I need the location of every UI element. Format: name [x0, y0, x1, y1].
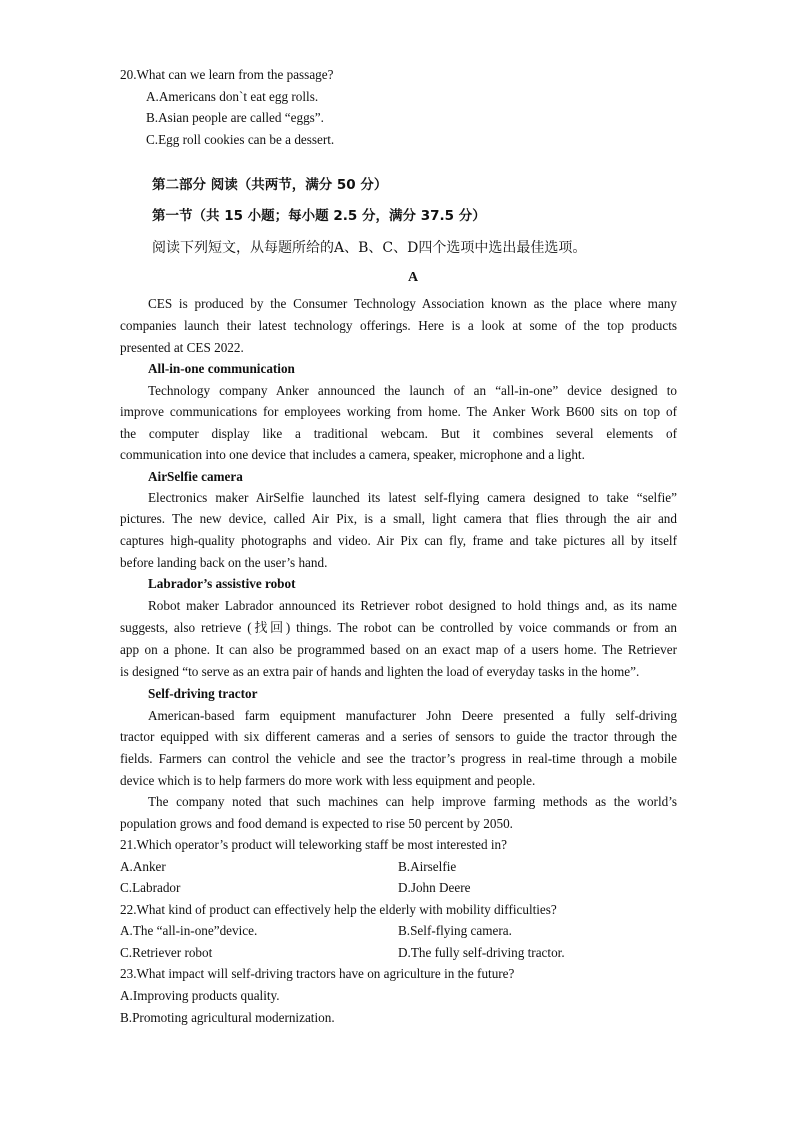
s4-line-2: tractor equipped with six different cameras and a series of sensors to guide the tractor through the	[120, 729, 677, 744]
q20-stem: 20.What can we learn from the passage?	[120, 67, 334, 82]
s2-line-1: Electronics maker AirSelfie launched its latest self-flying camera designed to take “selfie”	[148, 490, 677, 505]
q22-option-b: B.Self-flying camera.	[398, 923, 512, 938]
s1-line-2: improve communications for employees working from home. The Anker Work B600 sits on top of	[120, 404, 677, 419]
intro-line-2: companies launch their latest technology offerings. Here is a look at some of the top products	[120, 318, 677, 333]
s2-heading: AirSelfie camera	[148, 469, 243, 484]
q22-option-a: A.The “all-in-one”device.	[120, 923, 258, 938]
instruction-text: 阅读下列短文，从每题所给的A、B、C、D四个选项中选出最佳选项。	[152, 240, 587, 256]
q21-stem: 21.Which operator’s product will teleworking staff be most interested in?	[120, 837, 507, 852]
q21-option-b: B.Airselfie	[398, 859, 457, 874]
q22-option-c: C.Retriever robot	[120, 945, 213, 960]
s5-line-1: The company noted that such machines can help improve farming methods as the world’s	[148, 794, 677, 809]
s1-heading: All-in-one communication	[148, 361, 295, 376]
s4-heading: Self-driving tractor	[148, 686, 258, 701]
q20-option-a: A.Americans don`t eat egg rolls.	[146, 89, 319, 104]
s1-line-3: the computer display like a traditional webcam. But it combines several elements of	[120, 426, 677, 441]
q23-option-a: A.Improving products quality.	[120, 988, 280, 1003]
q20-option-b: B.Asian people are called “eggs”.	[146, 110, 324, 125]
section1-title: 第一节（共 15 小题；每小题 2.5 分，满分 37.5 分）	[152, 208, 486, 224]
s5-line-2: population grows and food demand is expected to rise 50 percent by 2050.	[120, 816, 513, 831]
q21-option-a: A.Anker	[120, 859, 166, 874]
s2-line-2: pictures. The new device, called Air Pix, is a small, light camera that flies through the air and	[120, 511, 677, 526]
s1-line-4: communication into one device that includes a camera, speaker, microphone and a light.	[120, 447, 585, 462]
s4-line-4: device which is to help farmers do more work with less equipment and people.	[120, 773, 536, 788]
s3-heading: Labrador’s assistive robot	[148, 576, 296, 591]
s2-line-4: before landing back on the user’s hand.	[120, 555, 328, 570]
q23-stem: 23.What impact will self-driving tractors have on agriculture in the future?	[120, 966, 515, 981]
q22-option-d: D.The fully self-driving tractor.	[398, 945, 565, 960]
s1-line-1: Technology company Anker announced the launch of an “all-in-one” device designed to	[148, 383, 677, 398]
s4-line-1: American-based farm equipment manufacturer John Deere presented a fully self-driving	[148, 708, 677, 723]
s2-line-3: captures high-quality photographs and video. Air Pix can fly, frame and take pictures all by itself	[120, 533, 677, 548]
part2-title: 第二部分 阅读（共两节，满分 50 分）	[152, 177, 388, 193]
q22-stem: 22.What kind of product can effectively help the elderly with mobility difficulties?	[120, 902, 557, 917]
s3-line-1: Robot maker Labrador announced its Retriever robot designed to hold things and, as its name	[148, 598, 677, 613]
q20-option-c: C.Egg roll cookies can be a dessert.	[146, 132, 335, 147]
q21-option-c: C.Labrador	[120, 880, 181, 895]
intro-line-3: presented at CES 2022.	[120, 340, 244, 355]
passage-label: A	[407, 270, 419, 285]
q21-option-d: D.John Deere	[398, 880, 471, 895]
s3-line-3: app on a phone. It can also be programmed based on an exact map of a users home. The Retriever	[120, 642, 677, 657]
s3-line-2: suggests, also retrieve (找回) things. The robot can be controlled by voice commands or from an	[120, 620, 677, 635]
q23-option-b: B.Promoting agricultural modernization.	[120, 1010, 335, 1025]
s4-line-3: fields. Farmers can control the vehicle and see the tractor’s progress in real-time through a mobile	[120, 751, 677, 766]
s3-line-4: is designed “to serve as an extra pair of hands and lighten the load of everyday tasks in the home”.	[120, 664, 640, 679]
intro-line-1: CES is produced by the Consumer Technology Association known as the place where many	[148, 296, 677, 311]
